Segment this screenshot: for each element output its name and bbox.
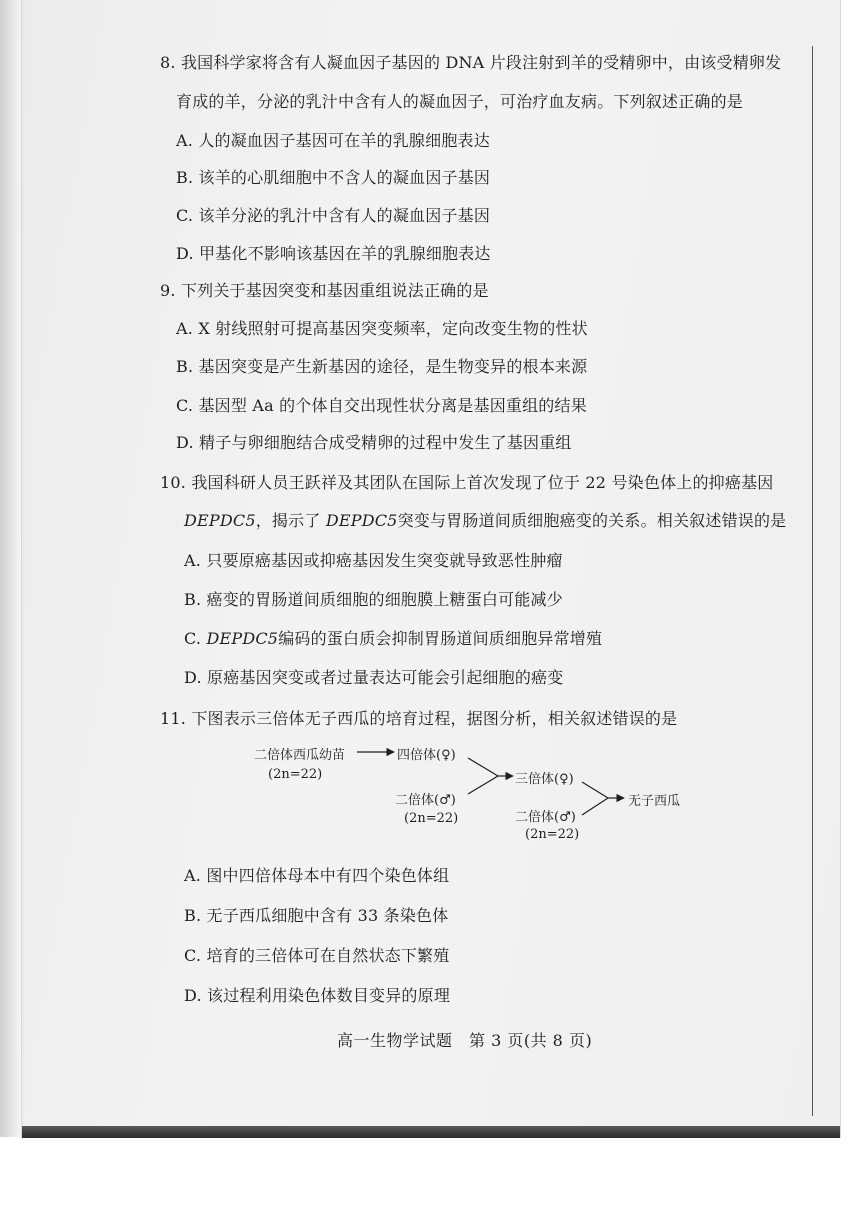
q9-option-c: C. 基因型 Aa 的个体自交出现性状分离是基因重组的结果 — [176, 396, 587, 415]
q8-option-a: A. 人的凝血因子基因可在羊的乳腺细胞表达 — [176, 131, 490, 150]
q11-option-c: C. 培育的三倍体可在自然状态下繁殖 — [184, 946, 450, 965]
q8-stem-line1: 8. 我国科学家将含有人凝血因子基因的 DNA 片段注射到羊的受精卵中，由该受精卵发 — [160, 53, 782, 72]
q11-option-b: B. 无子西瓜细胞中含有 33 条染色体 — [184, 906, 449, 925]
q9-option-d: D. 精子与卵细胞结合成受精卵的过程中发生了基因重组 — [176, 433, 572, 452]
cross-bracket-1 — [468, 758, 498, 794]
diagram-seedling-n: (2n=22) — [268, 767, 323, 782]
q11-option-a: A. 图中四倍体母本中有四个染色体组 — [184, 866, 450, 885]
q9-option-b: B. 基因突变是产生新基因的途径，是生物变异的根本来源 — [176, 357, 588, 376]
q8-stem-line2: 育成的羊，分泌的乳汁中含有人的凝血因子，可治疗血友病。下列叙述正确的是 — [176, 92, 744, 111]
gene-name: DEPDC5 — [206, 629, 279, 648]
q10-stem-line1: 10. 我国科研人员王跃祥及其团队在国际上首次发现了位于 22 号染色体上的抑癌基因 — [160, 473, 774, 492]
q10-stem-line2-a: ，揭示了 — [255, 511, 326, 530]
diagram-diploid-male-2-n: (2n=22) — [525, 827, 580, 842]
diagram-tetraploid: 四倍体(♀) — [397, 748, 456, 763]
gene-name: DEPDC5 — [184, 511, 256, 530]
diagram-seedling: 二倍体西瓜幼苗 — [254, 748, 346, 763]
q10-option-c-prefix: C. — [184, 629, 207, 648]
q10-stem-line2-b: 突变与胃肠道间质细胞癌变的关系。相关叙述错误的是 — [397, 511, 787, 530]
gene-name: DEPDC5 — [325, 511, 398, 530]
diagram-diploid-male-1: 二倍体(♂) — [395, 793, 456, 808]
q9-option-a: A. X 射线照射可提高基因突变频率，定向改变生物的性状 — [176, 319, 588, 338]
cross-bracket-2 — [582, 782, 608, 815]
q10-option-a: A. 只要原癌基因或抑癌基因发生突变就导致恶性肿瘤 — [184, 551, 563, 570]
q8-option-b: B. 该羊的心肌细胞中不含人的凝血因子基因 — [176, 168, 491, 187]
q8-option-d: D. 甲基化不影响该基因在羊的乳腺细胞表达 — [176, 244, 491, 263]
q10-option-c-text: 编码的蛋白质会抑制胃肠道间质细胞异常增殖 — [278, 629, 603, 648]
q11-option-d: D. 该过程利用染色体数目变异的原理 — [184, 986, 451, 1005]
q8-option-c: C. 该羊分泌的乳汁中含有人的凝血因子基因 — [176, 206, 491, 225]
q10-option-d: D. 原癌基因突变或者过量表达可能会引起细胞的癌变 — [184, 668, 564, 687]
diagram-triploid: 三倍体(♀) — [515, 772, 574, 787]
diagram-diploid-male-2: 二倍体(♂) — [515, 810, 576, 825]
diagram-seedless: 无子西瓜 — [628, 794, 681, 809]
q9-stem: 9. 下列关于基因突变和基因重组说法正确的是 — [160, 281, 489, 300]
q10-option-b: B. 癌变的胃肠道间质细胞的细胞膜上糖蛋白可能减少 — [184, 590, 563, 609]
page-footer: 高一生物学试题 第 3 页(共 8 页) — [337, 1031, 593, 1050]
q11-stem: 11. 下图表示三倍体无子西瓜的培育过程，据图分析，相关叙述错误的是 — [160, 709, 678, 728]
diagram-diploid-male-1-n: (2n=22) — [404, 811, 459, 826]
